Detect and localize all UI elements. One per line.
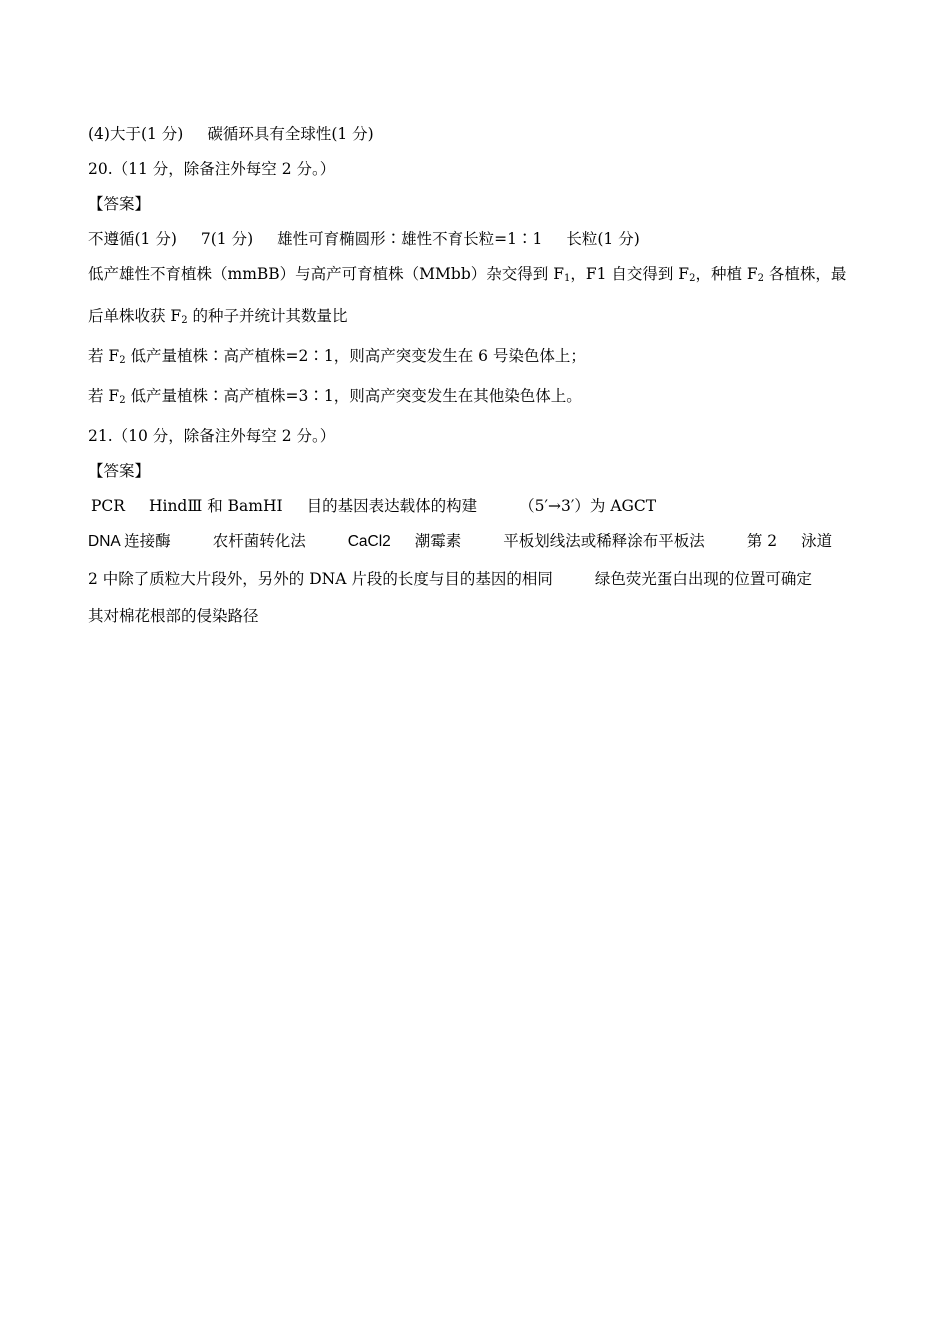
q19-part4-answer-a: (4)大于(1 分)	[88, 125, 184, 143]
q21-answer-label: 【答案】	[88, 462, 151, 480]
q21-answers-line-4	[88, 606, 868, 626]
q20-result-text-a: 若 F	[88, 347, 120, 365]
q20-result-text-d: 低产量植株∶高产植株=3∶1，则高产突变发生在其他染色体上。	[125, 387, 582, 405]
q21-answer-10: 第 2	[746, 532, 778, 550]
q21-answer-4: （5′→3′）为 AGCT	[519, 497, 657, 515]
q19-part4-line	[88, 124, 868, 144]
subscript: 2	[757, 273, 764, 284]
q21-answers-line-1	[88, 496, 868, 516]
q21-answer-8: 潮霉素	[414, 532, 462, 550]
q20-exp-text-e: 后单株收获 F	[88, 307, 182, 325]
q20-answer-label: 【答案】	[88, 195, 151, 213]
q20-answer-3: 雄性可育椭圆形∶雄性不育长粒=1∶1	[277, 230, 543, 248]
q21-answer-12-b: 其对棉花根部的侵染路径	[88, 607, 259, 625]
q21-answer-2: HindⅢ 和 BamHⅠ	[148, 497, 283, 515]
answer-sheet	[88, 124, 868, 626]
q21-answer-1: PCR	[91, 497, 125, 515]
q20-exp-text-d: 各植株，最	[764, 265, 847, 283]
q19-part4-answer-b: 碳循环具有全球性(1 分)	[207, 125, 374, 143]
q21-answer-6: 农杆菌转化法	[212, 532, 306, 550]
q20-answer-2: 7(1 分)	[200, 230, 254, 248]
q20-header: 20.（11 分，除备注外每空 2 分。）	[88, 160, 336, 178]
q21-header: 21.（10 分，除备注外每空 2 分。）	[88, 427, 336, 445]
subscript: 2	[181, 315, 188, 326]
subscript: 1	[563, 273, 571, 284]
subscript: 2	[689, 273, 696, 284]
q21-answers-line-3	[88, 569, 868, 589]
q21-answer-11-a: 泳道	[801, 532, 833, 550]
q20-experiment-line-2	[88, 306, 868, 331]
q21-answers-line-2	[88, 531, 868, 552]
q21-answer-3: 目的基因表达载体的构建	[306, 497, 478, 515]
q21-answer-12-a: 绿色荧光蛋白出现的位置可确定	[594, 570, 812, 588]
q20-exp-text-a: 低产雄性不育植株（mmBB）与高产可育植株（MMbb）杂交得到 F	[88, 265, 564, 283]
q20-experiment-line-1	[88, 264, 868, 289]
q20-answer-4: 长粒(1 分)	[566, 230, 640, 248]
q21-answer-11-b: 2 中除了质粒大片段外，另外的 DNA 片段的长度与目的基因的相同	[88, 570, 553, 588]
q21-answer-7: CaCl2	[347, 533, 391, 550]
subscript: 2	[119, 395, 126, 406]
q20-result-line-1	[88, 346, 868, 371]
q20-result-text-b: 低产量植株∶高产植株=2∶1，则高产突变发生在 6 号染色体上；	[125, 347, 586, 365]
q20-exp-text-b: ，F1 自交得到 F	[570, 265, 690, 283]
q21-answer-9: 平板划线法或稀释涂布平板法	[503, 532, 705, 550]
q20-exp-text-f: 的种子并统计其数量比	[187, 307, 348, 325]
q20-result-text-c: 若 F	[88, 387, 120, 405]
q20-answer-1: 不遵循(1 分)	[88, 230, 177, 248]
q20-answers-line	[88, 229, 868, 249]
q21-answer-5: DNA 连接酶	[88, 533, 171, 550]
q20-result-line-2	[88, 386, 868, 411]
subscript: 2	[119, 355, 126, 366]
q20-exp-text-c: ，种植 F	[695, 265, 758, 283]
